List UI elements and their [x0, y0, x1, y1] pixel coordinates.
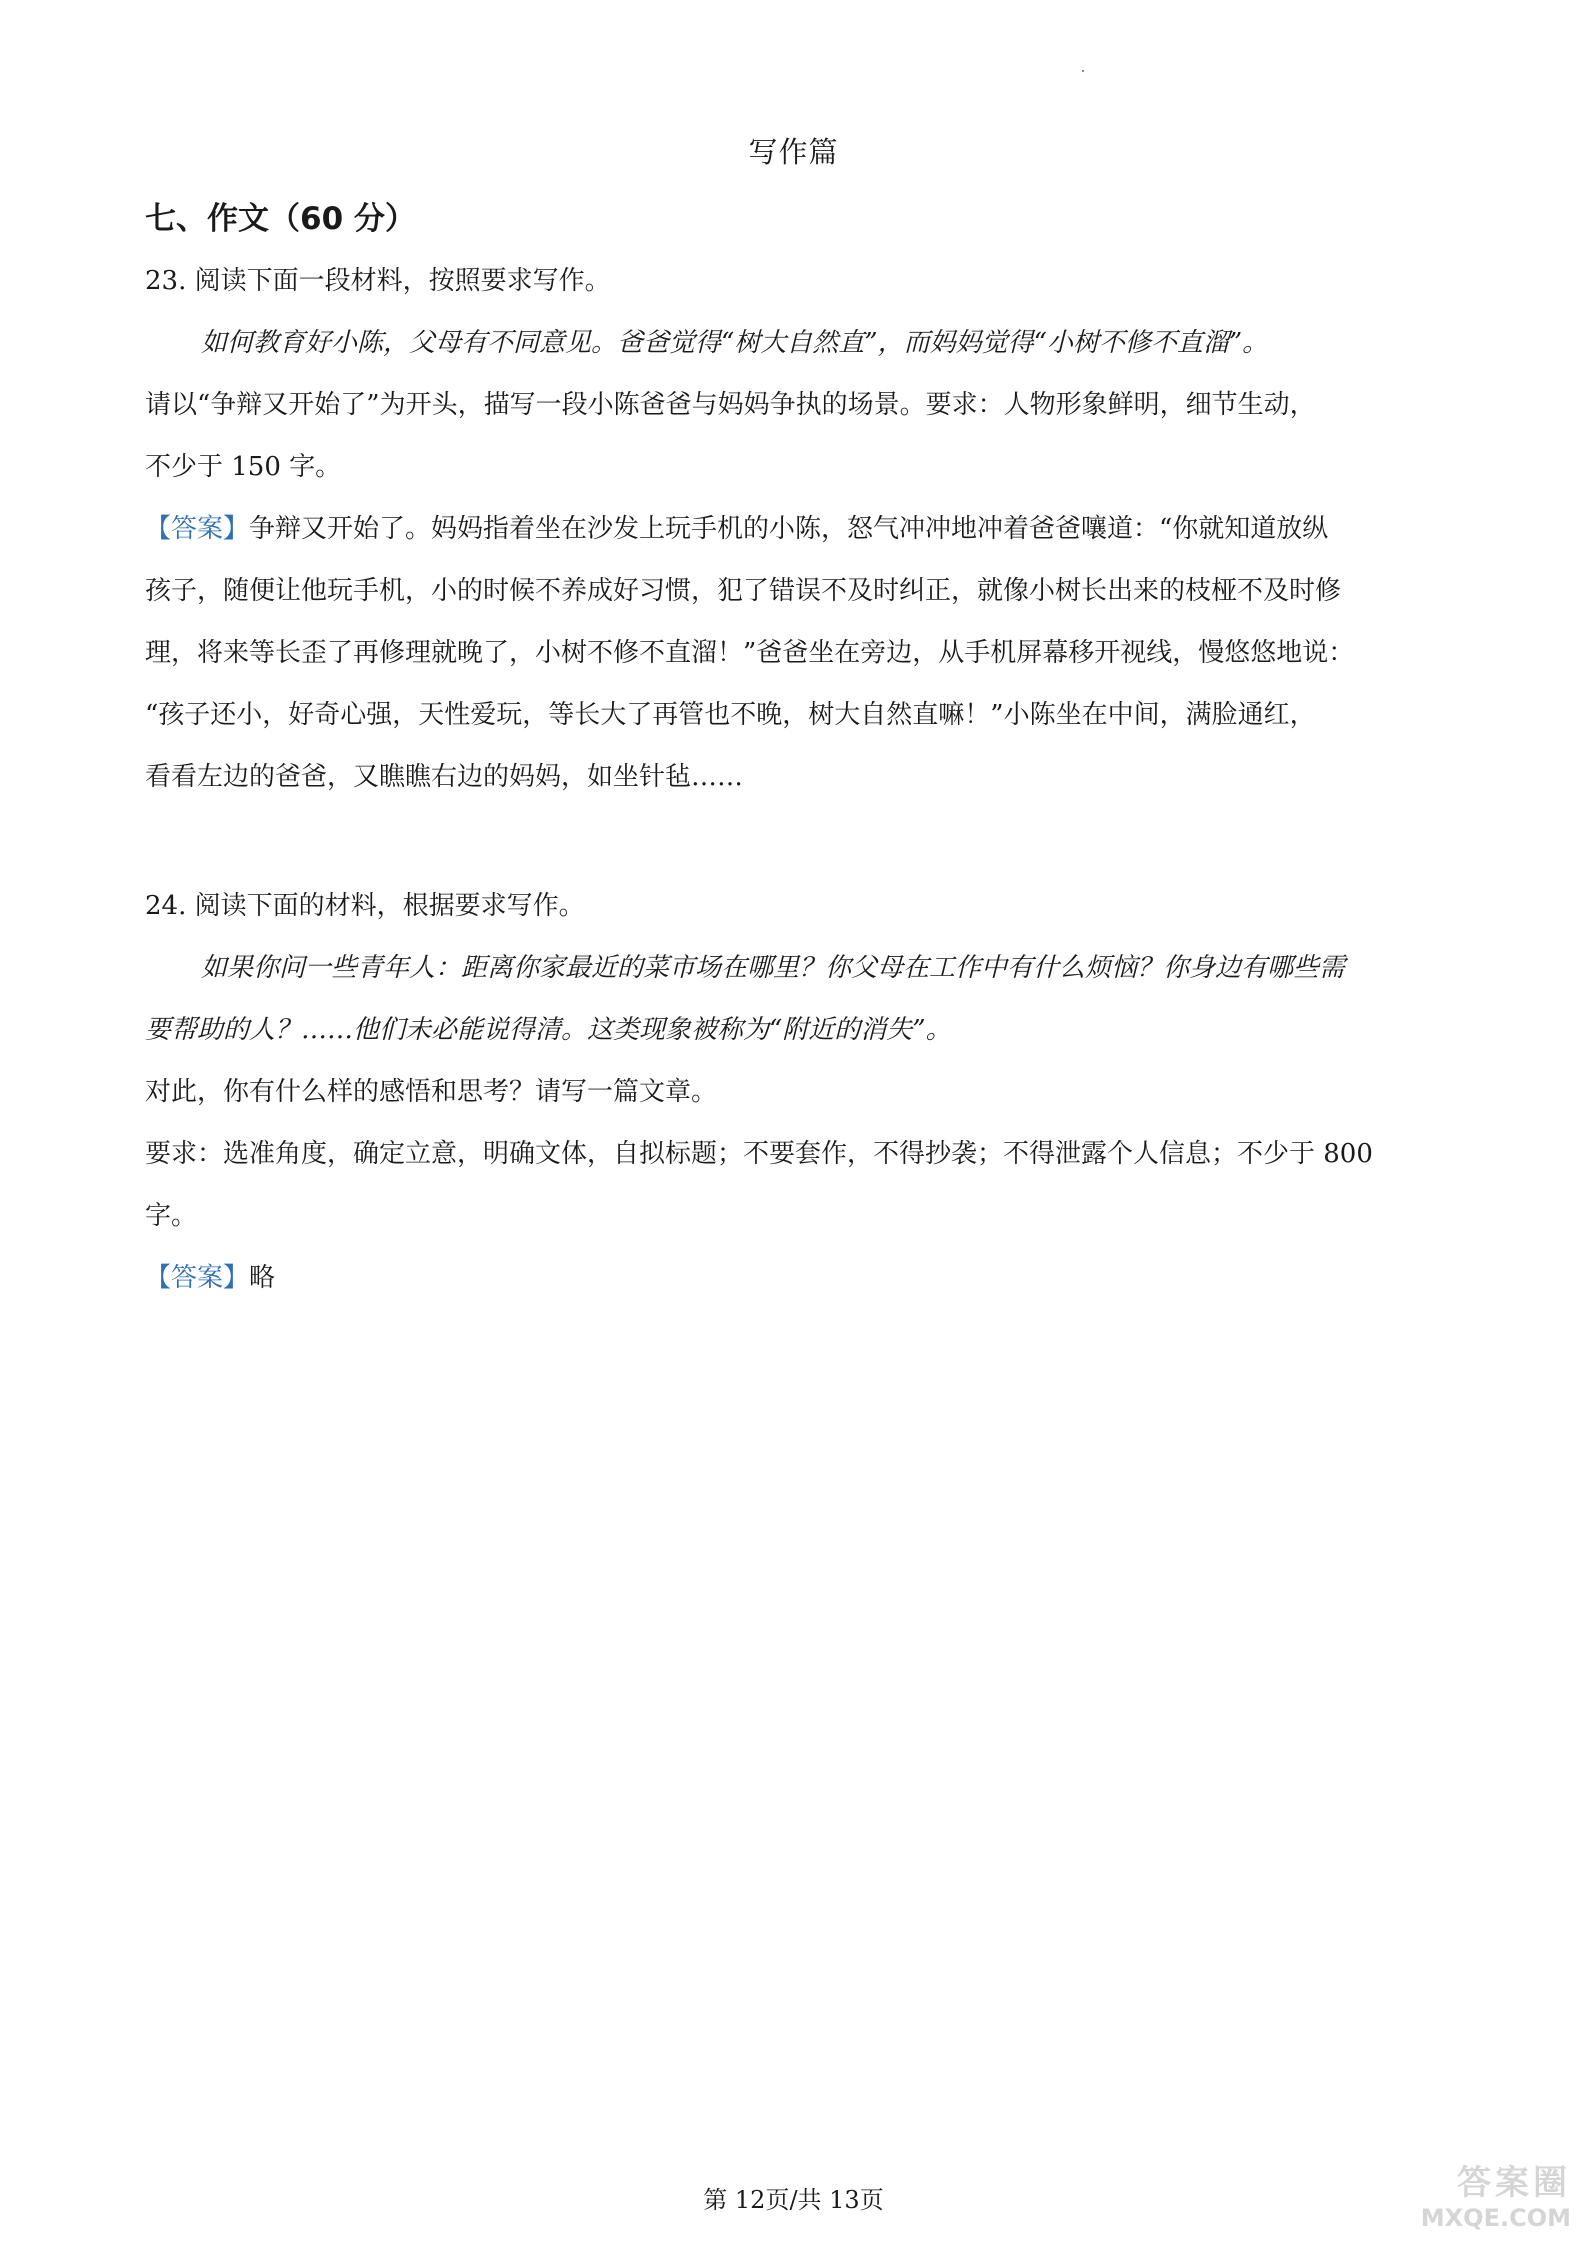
q23-task-line-1: 请以“争辩又开始了”为开头，描写一段小陈爸爸与妈妈争执的场景。要求：人物形象鲜明，细节生动，: [145, 390, 1316, 420]
q23-answer-line-2: 孩子，随便让他玩手机，小的时候不养成好习惯，犯了错误不及时纠正，就像小树长出来的枝桠不及时修: [145, 576, 1342, 606]
q23-task-line-2: 不少于 150 字。: [145, 452, 342, 482]
question-23: [145, 250, 1445, 808]
page-number: 第 12页/共 13页: [703, 2186, 884, 2214]
scan-speck: [1082, 70, 1084, 72]
q24-task-line-1: 对此，你有什么样的感悟和思考？请写一篇文章。: [145, 1077, 718, 1107]
watermark-text-top: 答案圈: [1457, 2163, 1571, 2203]
q23-answer-line-3: 理，将来等长歪了再修理就晚了，小树不修不直溜！”爸爸坐在旁边，从手机屏幕移开视线，慢悠悠地说：: [145, 638, 1355, 668]
q24-answer-text: 略: [249, 1263, 276, 1293]
answer-tag: 【答案】: [145, 514, 250, 544]
q23-answer-line-5: 看看左边的爸爸，又瞧瞧右边的妈妈，如坐针毡……: [145, 762, 744, 792]
q24-requirements-line-1: 要求：选准角度，确定立意，明确文体，自拟标题；不要套作，不得抄袭；不得泄露个人信息；不少于 800: [145, 1139, 1373, 1169]
q24-prompt: 24. 阅读下面的材料，根据要求写作。: [145, 891, 585, 921]
q23-material: 如何教育好小陈，父母有不同意见。爸爸觉得“树大自然直”，而妈妈觉得“小树不修不直溜”。: [201, 328, 1269, 358]
q24-material-line-1: 如果你问一些青年人：距离你家最近的菜市场在哪里？你父母在工作中有什么烦恼？你身边有哪些需: [201, 953, 1346, 983]
q24-answer-line: [145, 1247, 1445, 1309]
q23-answer-text-1: 争辩又开始了。妈妈指着坐在沙发上玩手机的小陈，怒气冲冲地冲着爸爸嚷道：“你就知道放纵: [249, 514, 1329, 544]
question-24: [145, 875, 1445, 1309]
q24-material-line-2: 要帮助的人？……他们未必能说得清。这类现象被称为“附近的消失”。: [145, 1015, 952, 1045]
section-title: 写作篇: [748, 135, 839, 169]
q23-prompt: 23. 阅读下面一段材料，按照要求写作。: [145, 266, 611, 296]
q24-requirements-line-2: 字。: [145, 1201, 198, 1231]
watermark-text-bottom: MXQE.COM: [1420, 2204, 1571, 2232]
q23-answer-line-4: “孩子还小，好奇心强，天性爱玩，等长大了再管也不晚，树大自然直嘛！”小陈坐在中间，满脸通红，: [145, 700, 1316, 730]
answer-tag: 【答案】: [145, 1263, 250, 1293]
part-heading: 七、作文（60 分）: [145, 201, 416, 237]
q23-answer-line-1: [145, 498, 1445, 560]
watermark-logo: [1381, 2155, 1571, 2235]
